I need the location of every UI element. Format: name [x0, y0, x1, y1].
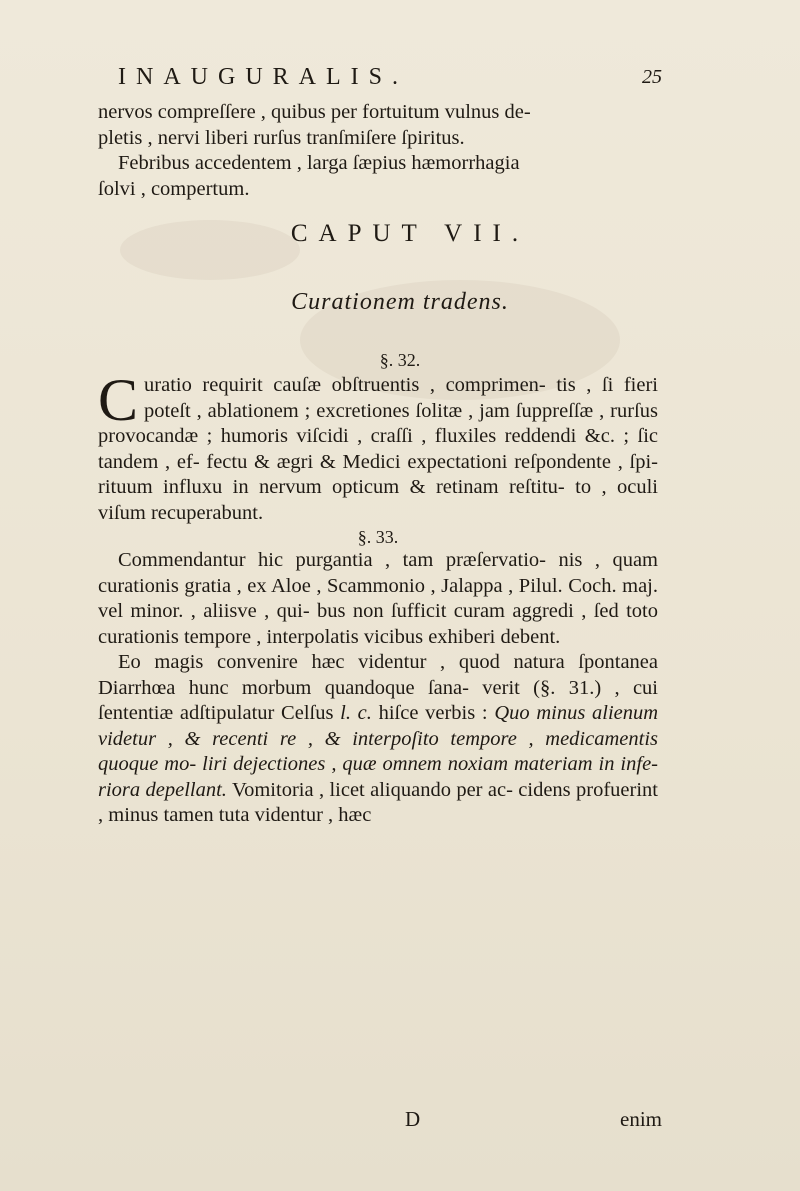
paragraph-tail: Vomitoria , licet aliquando per ac- cidens profuerint , minus tamen tuta videntur , hæc	[98, 778, 658, 826]
paragraph-32-text: uratio requirit cauſæ obſtruentis , comprimen- tis , ſi fieri poteſt , ablationem ; excretiones ſolitæ , jam ſuppreſſæ , rurſus provocandæ ; humoris viſcidi , craſſi , fluxiles reddendi &c. ; ſic tandem , ef- fectu & ægri & Medici expectationi reſpondente , ſpi- rituum influxu in nervum opticum & retinam reſtitu- to , oculi viſum recuperabunt.	[98, 374, 658, 524]
text-line: nervos compreſſere , quibus per fortuitum vulnus de-	[98, 101, 531, 123]
section-mark-32: §. 32.	[379, 350, 421, 370]
paragraph-lead: Eo magis convenire hæc videntur , quod natura ſpontanea Diarrhœa hunc morbum quandoque ſana- verit (§. 31.) , cui ſententiæ adſtipulatur Celſus	[98, 651, 658, 724]
catchword: enim	[620, 1107, 662, 1131]
intro-text	[98, 100, 658, 202]
text-line: pletis , nervi liberi rurſus tranſmiſere ſpiritus.	[98, 126, 465, 149]
chapter-heading: CAPUT VII.	[290, 220, 530, 247]
page-footer	[0, 1107, 800, 1133]
latin-quotation: Quo minus alienum videtur , & recenti re , & interpoſito tempore , medicamentis quoque mo- liri dejectiones , quæ omnem noxiam materiam in infe- riora depellant.	[98, 702, 659, 801]
chapter-subtitle: Curationem tradens.	[291, 289, 509, 315]
text-line: ſolvi , compertum.	[98, 177, 250, 200]
main-text	[98, 367, 659, 829]
running-head	[0, 50, 800, 90]
citation-reference: l. c.	[340, 702, 372, 724]
paragraph-32	[98, 367, 658, 526]
section-mark-33: §. 33.	[357, 527, 399, 547]
running-title: INAUGURALIS.	[118, 64, 408, 90]
paragraph-mid: hiſce verbis :	[378, 702, 488, 724]
drop-cap: C	[98, 367, 139, 433]
paragraph-33a: Commendantur hic purgantia , tam præſervatio- nis , quam curationis gratia , ex Aloe , Scammonio , Jalappa , Pilul. Coch. maj. vel minor. , aliisve , qui- bus non ſufficit curam aggredi , ſed toto curationis tempore , interpolatis vicibus exhiberi debent.	[98, 549, 658, 648]
text-line: Febribus accedentem , larga ſæpius hæmorrhagia	[118, 152, 520, 174]
paragraph-33b	[98, 650, 658, 829]
page-number: 25	[642, 66, 662, 88]
signature-mark: D	[405, 1107, 421, 1131]
